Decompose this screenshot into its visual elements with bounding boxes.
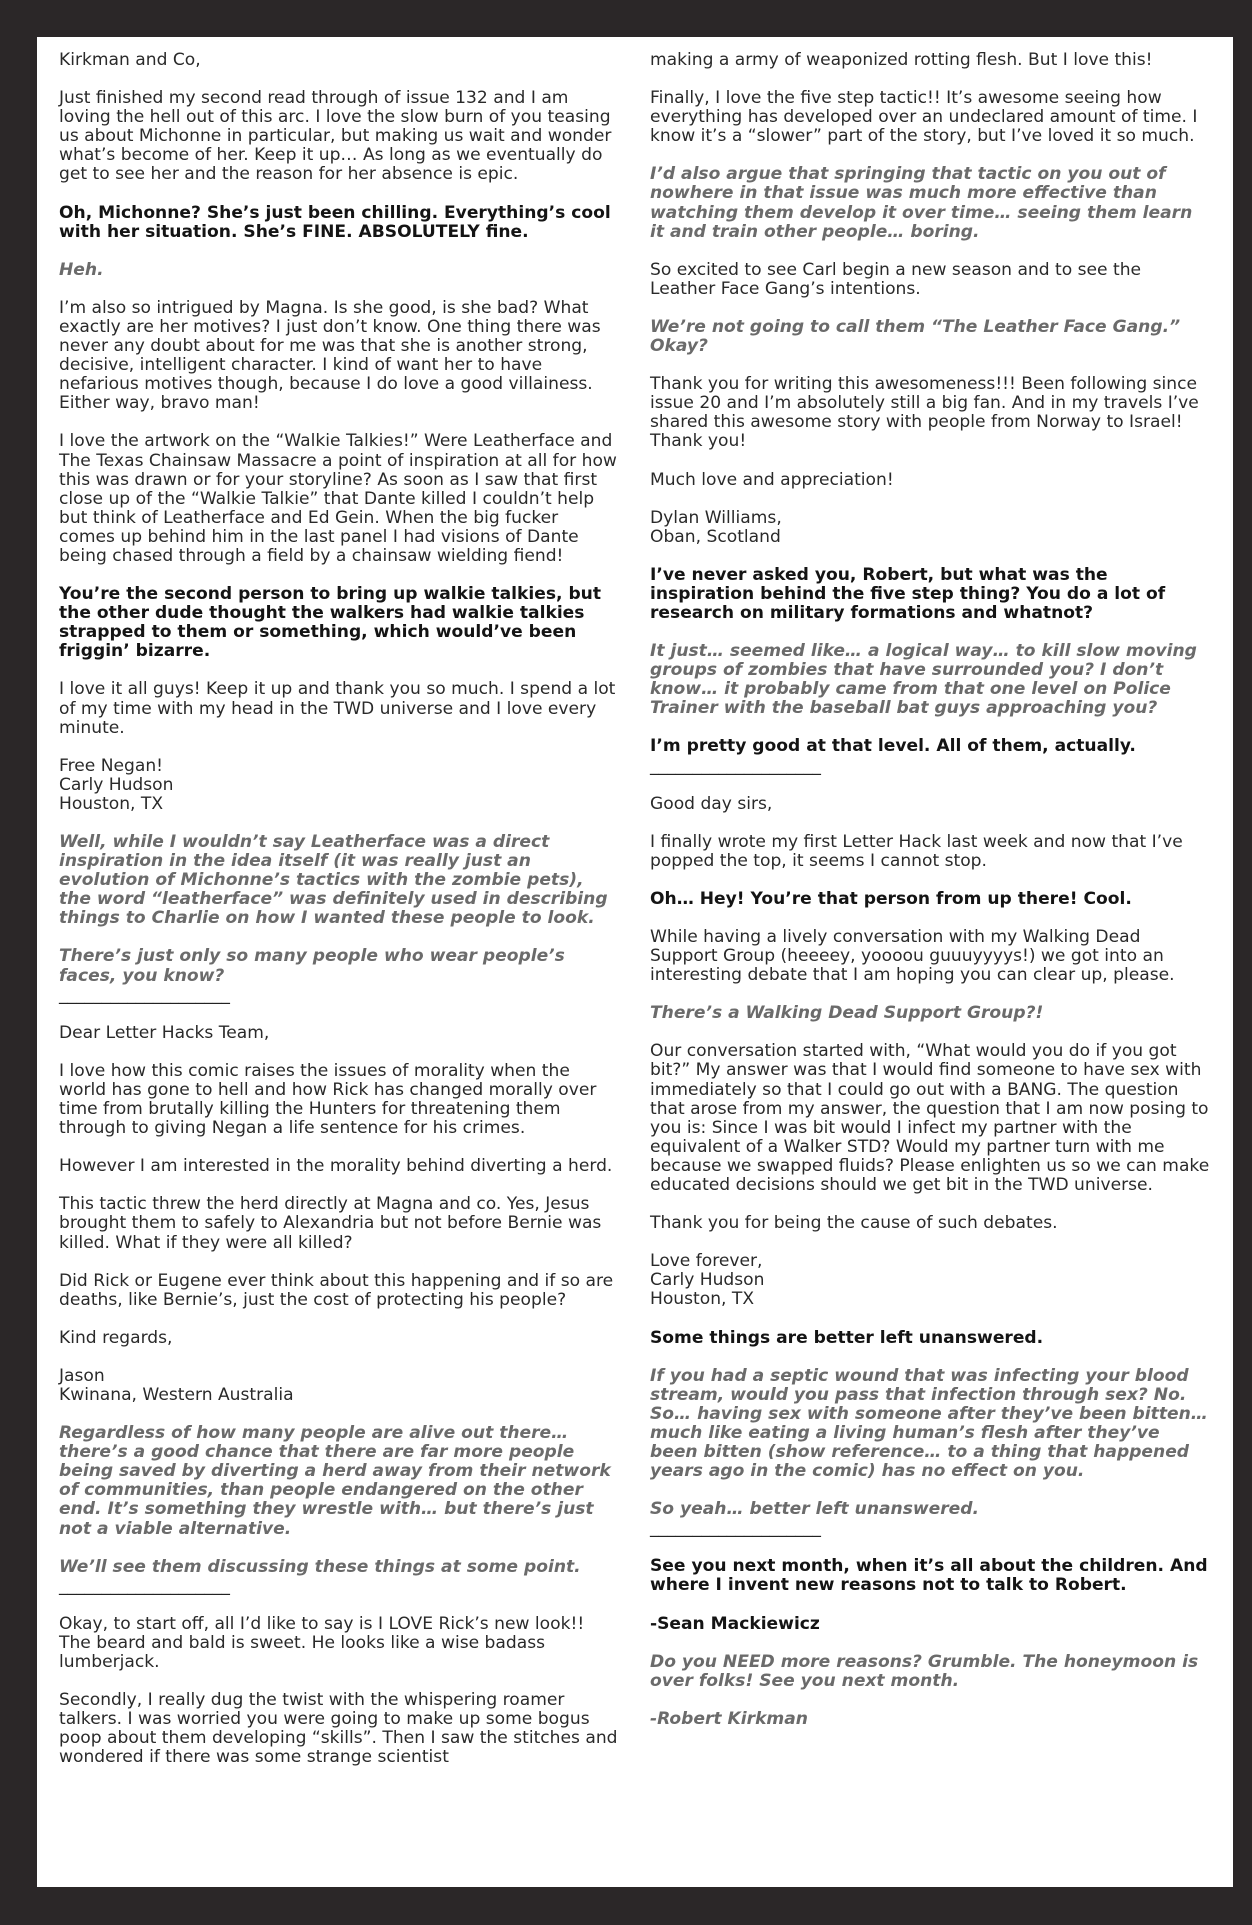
letter-paragraph: However I am interested in the morality behind diverting a herd. — [59, 1156, 613, 1177]
editor-reply-robert: If you had a septic wound that was infecting your blood stream, would you pass that infection through sex? No. So… having sex with someone after they’ve been bitten… much like eating a living human’s flesh after they’ve been bitten (show reference… to a thing that happened years ago in the comic) has no effect on you. — [650, 1365, 1208, 1482]
section-divider: ____________________ — [650, 1518, 821, 1539]
letter-paragraph: So excited to see Carl begin a new season and to see the Leather Face Gang’s intentions. — [650, 259, 1142, 299]
editor-reply-sean: -Sean Mackiewicz — [650, 1613, 820, 1634]
editor-reply-robert: Well, while I wouldn’t say Leatherface was a direct inspiration in the idea itself (it was really just an evolution of Michonne’s tactics with the zombie pets), the word “leatherface” was definitely used in describing things to Charlie on how I wanted these people to look. — [59, 832, 608, 929]
section-divider: ____________________ — [650, 755, 821, 776]
letter-paragraph: I love the artwork on the “Walkie Talkies!” Were Leatherface and The Texas Chainsaw Massacre a point of inspiration at all for how this was drawn or for your storyline? As soon as I saw that first close up of the “Walkie Talkie” that Dante killed I couldn’t help but think of Leatherface and Ed Gein. When the big fucker comes up behind him in the last panel I had visions of Dante being chased through a field by a chainsaw wielding fiend! — [59, 431, 617, 566]
letter-paragraph: I finally wrote my first Letter Hack last week and now that I’ve popped the top, it seems I cannot stop. — [650, 831, 1183, 871]
editor-reply-robert: I’d also argue that springing that tactic on you out of nowhere in that issue was much more effective than watching them develop it over time… seeing them learn it and train other people… boring. — [650, 164, 1193, 242]
editor-reply-robert: Heh. — [59, 259, 104, 280]
letter-paragraph: Okay, to start off, all I’d like to say is I LOVE Rick’s new look!! The beard and bald is sweet. He looks like a wise badass lumberjack. — [59, 1613, 585, 1672]
letter-paragraph: Dylan Williams, Oban, Scotland — [650, 507, 782, 547]
section-divider: ____________________ — [59, 1575, 230, 1596]
letter-paragraph: Dear Letter Hacks Team, — [59, 1022, 270, 1043]
editor-reply-robert: We’re not going to call them “The Leather Face Gang.” Okay? — [650, 316, 1181, 357]
letter-paragraph: Free Negan! Carly Hudson Houston, TX — [59, 755, 174, 814]
letter-paragraph: I love how this comic raises the issues of morality when the world has gone to hell and how Rick has changed morally over time from brutally killing the Hunters for threatening them through to giving Negan a life sentence for his crimes. — [59, 1060, 597, 1139]
letter-paragraph: Kind regards, — [59, 1327, 173, 1348]
section-divider: ____________________ — [59, 984, 230, 1005]
editor-reply-sean: See you next month, when it’s all about the children. And where I invent new reasons not to talk to Robert. — [650, 1556, 1208, 1596]
editor-reply-robert: There’s just only so many people who wear people’s faces, you know? — [59, 946, 565, 986]
right-column — [650, 51, 1210, 1748]
editor-reply-robert: So yeah… better left unanswered. — [650, 1499, 980, 1520]
editor-reply-robert: -Robert Kirkman — [650, 1708, 808, 1729]
letter-paragraph: Our conversation started with, “What would you do if you got bit?” My answer was that I would find someone to have sex with immediately so that I could go out with a BANG. The question that arose from my answer, the question that I am now posing to you is: Since I was bit would I infect my partner with the equivalent of a Walker STD? Would my partner turn with me because we swapped fluids? Please enlighten us so we can make educated decisions should we get bit in the TWD universe. — [650, 1041, 1210, 1196]
editor-reply-robert: There’s a Walking Dead Support Group?! — [650, 1003, 1044, 1024]
editor-reply-robert: Regardless of how many people are alive out there… there’s a good chance that there are far more people being saved by diverting a herd away from their network of communities, than people endangered on the other end. It’s something they wrestle with… but there’s just not a viable alternative. — [59, 1423, 611, 1539]
editor-reply-sean: Oh, Michonne? She’s just been chilling. Everything’s cool with her situation. She’s FINE. ABSOLUTELY fine. — [59, 202, 611, 242]
editor-reply-robert: It just… seemed like… a logical way… to kill slow moving groups of zombies that have surrounded you? I don’t know… it probably came from that one level on Police Trainer with the baseball bat guys approaching you? — [650, 641, 1197, 719]
letter-paragraph: Secondly, I really dug the twist with the whispering roamer talkers. I was worried you were going to make up some bogus poop about them developing “skills”. Then I saw the stitches and wondered if there was some strange scientist — [59, 1690, 618, 1768]
editor-reply-sean: I’ve never asked you, Robert, but what was the inspiration behind the five step thing? You do a lot of research on military formations and whatnot? — [650, 564, 1166, 623]
letter-paragraph: Love forever, Carly Hudson Houston, TX — [650, 1251, 765, 1310]
left-column — [59, 51, 619, 1767]
letter-paragraph: I’m also so intrigued by Magna. Is she good, is she bad? What exactly are her motives? I just don’t know. One thing there was never any doubt about for me was that she is another strong, decisive, intelligent character. I kind of want her to have nefarious motives though, because I do love a good villainess. Either way, bravo man! — [59, 297, 601, 414]
letter-paragraph: I love it all guys! Keep it up and thank you so much. I spend a lot of my time with my head in the TWD universe and I love every minute. — [59, 679, 616, 738]
letter-paragraph: This tactic threw the herd directly at Magna and co. Yes, Jesus brought them to safely to Alexandria but not before Bernie was killed. What if they were all killed? — [59, 1194, 602, 1253]
letter-paragraph: Thank you for being the cause of such debates. — [650, 1213, 1058, 1234]
letter-paragraph: Good day sirs, — [650, 793, 773, 814]
letter-paragraph: making a army of weaponized rotting flesh. But I love this! — [650, 50, 1153, 70]
editor-reply-sean: Some things are better left unanswered. — [650, 1327, 1044, 1348]
editor-reply-sean: You’re the second person to bring up walkie talkies, but the other dude thought the walkers had walkie talkies strapped to them or something, which would’ve been friggin’ bizarre. — [59, 584, 602, 662]
letter-paragraph: Finally, I love the five step tactic!! It’s awesome seeing how everything has developed over an undeclared amount of time. I know it’s a “slower” part of the story, but I’ve loved it so much. — [650, 88, 1198, 147]
letter-paragraph: Thank you for writing this awesomeness!!! Been following since issue 20 and I’m absolutely still a big fan. And in my travels I’ve shared this awesome story with people from Norway to Israel! Thank you! — [650, 374, 1199, 452]
letters-page — [37, 37, 1233, 1887]
letter-paragraph: Jason Kwinana, Western Australia — [59, 1365, 294, 1405]
editor-reply-robert: We’ll see them discussing these things at some point. — [59, 1556, 581, 1577]
letter-paragraph: While having a lively conversation with my Walking Dead Support Group (heeeey, yoooou guuuyyyys!) we got into an interesting debate that I am hoping you can clear up, please. — [650, 927, 1175, 986]
editor-reply-sean: Oh… Hey! You’re that person from up there! Cool. — [650, 888, 1132, 909]
letter-paragraph: Did Rick or Eugene ever think about this happening and if so are deaths, like Bernie’s, just the cost of protecting his people? — [59, 1270, 614, 1310]
letter-paragraph: Kirkman and Co, — [59, 50, 201, 70]
editor-reply-sean: I’m pretty good at that level. All of them, actually. — [650, 736, 1136, 757]
letter-paragraph: Just finished my second read through of issue 132 and I am loving the hell out of this arc. I love the slow burn of you teasing us about Michonne in particular, but making us wait and wonder what’s become of her. Keep it up… As long as we eventually do get to see her and the reason for her absence is epic. — [59, 88, 612, 185]
editor-reply-robert: Do you NEED more reasons? Grumble. The honeymoon is over folks! See you next month. — [650, 1651, 1199, 1691]
letter-paragraph: Much love and appreciation! — [650, 469, 894, 490]
